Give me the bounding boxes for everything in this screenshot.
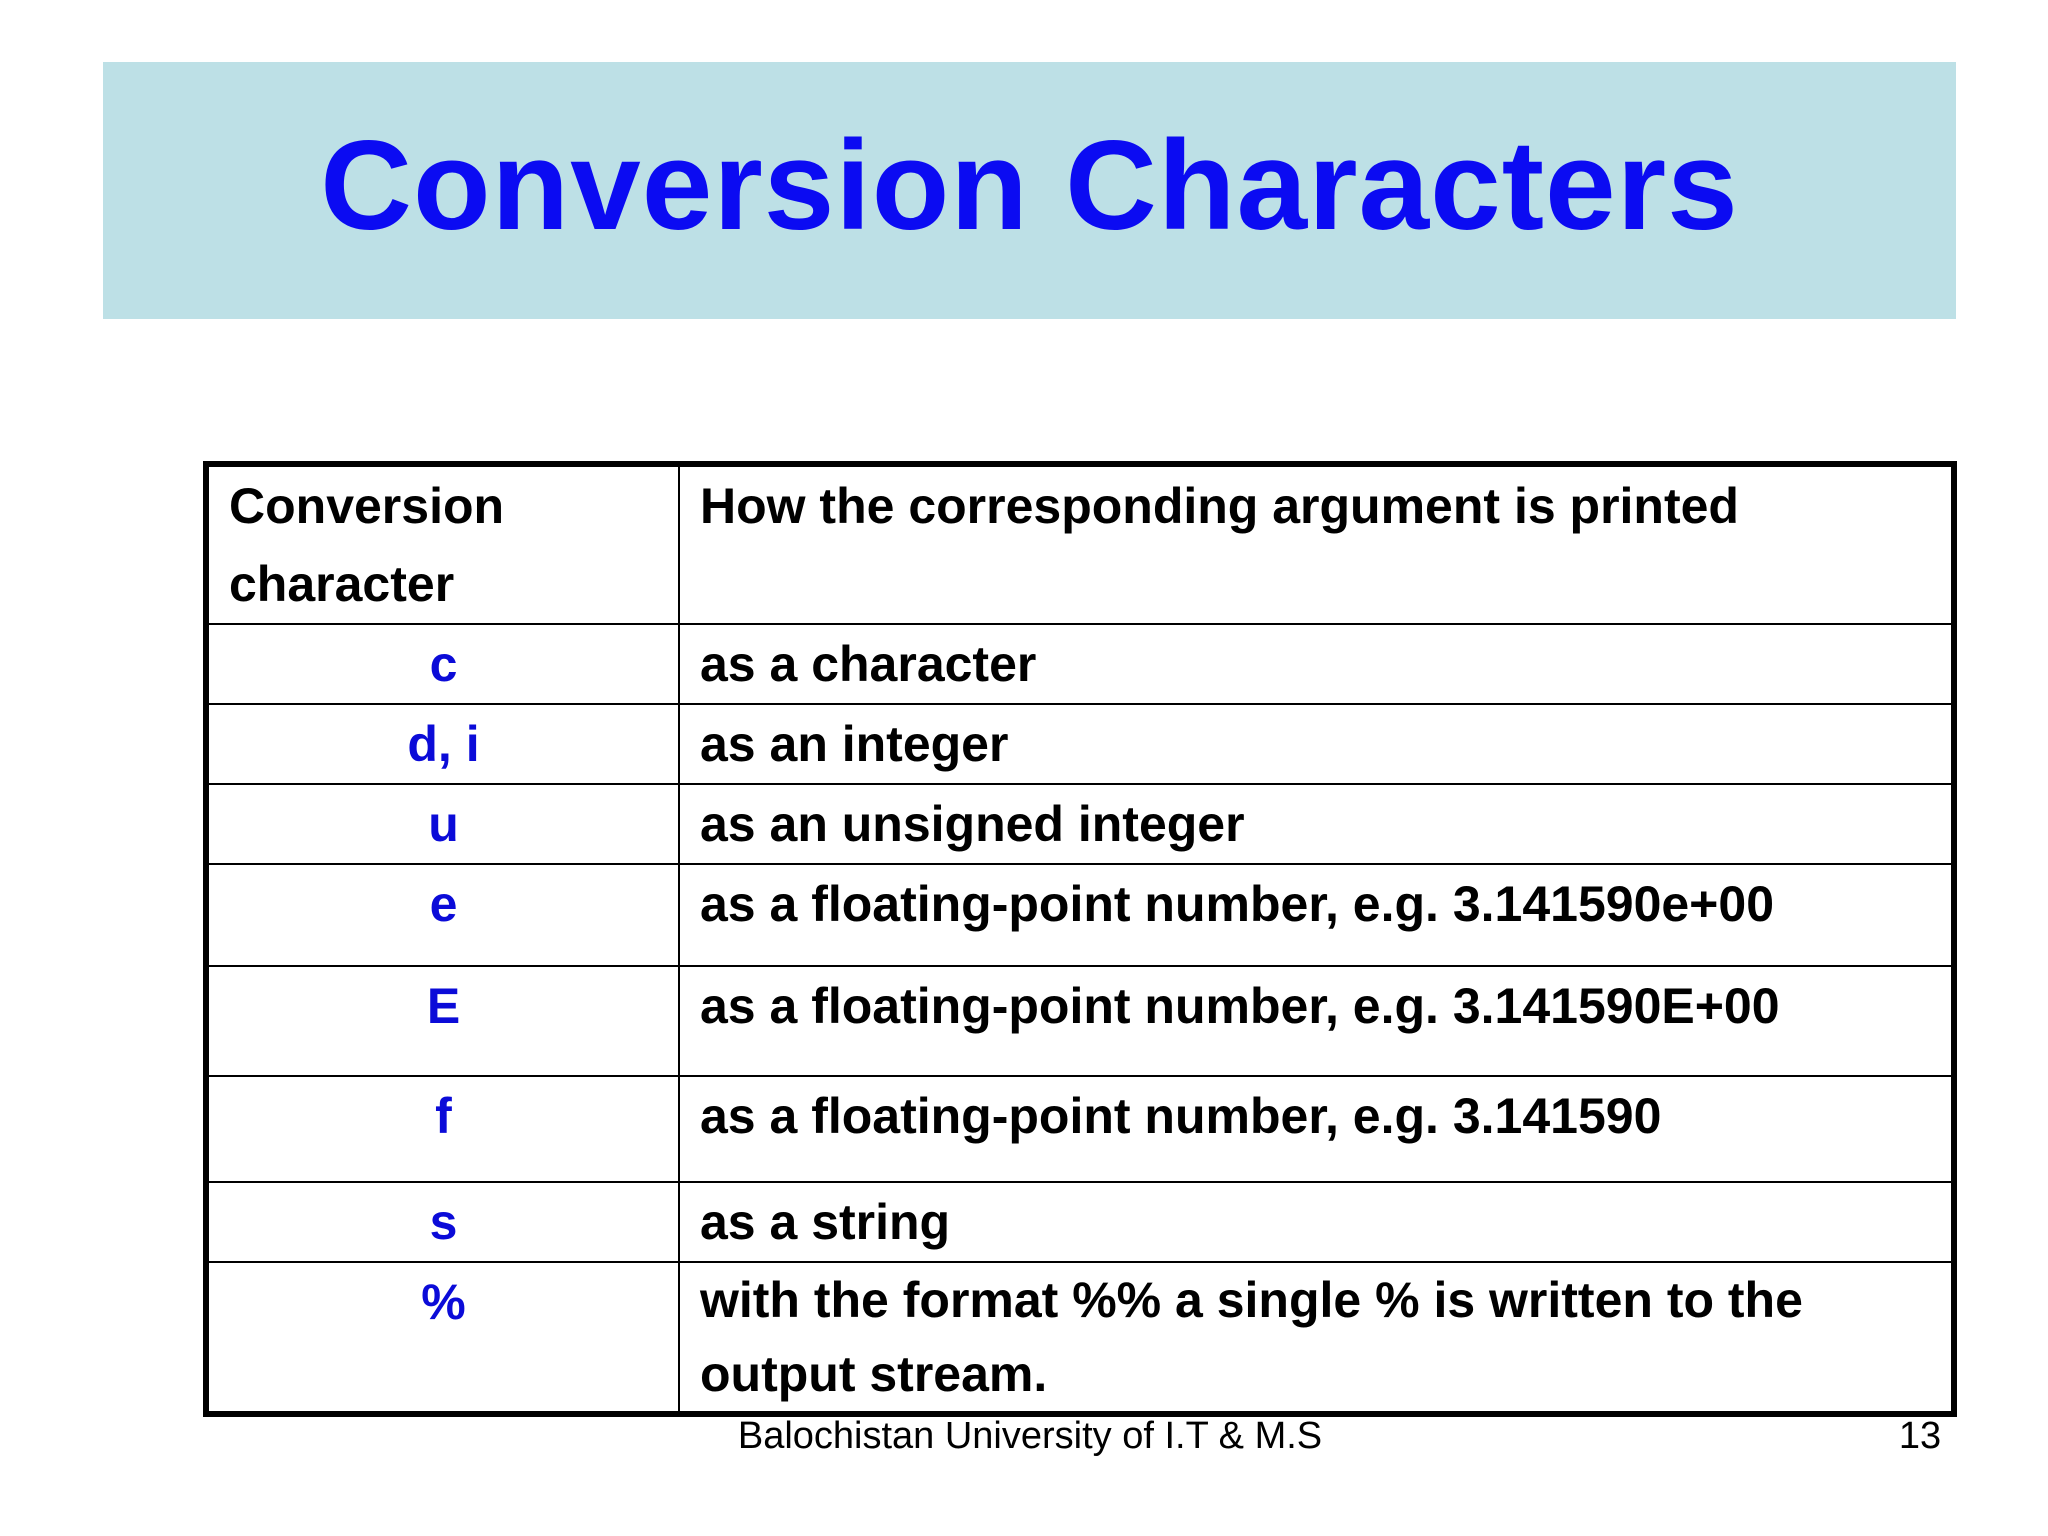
page-number: 13 <box>1898 1415 1942 1457</box>
table-row <box>206 1182 1954 1262</box>
table-row <box>206 864 1954 966</box>
description-cell: as a floating-point number, e.g. 3.141590E+00 <box>679 966 1954 1076</box>
description-cell: as an unsigned integer <box>679 784 1954 864</box>
table-row <box>206 966 1954 1076</box>
description-cell: as a character <box>679 624 1954 704</box>
conversion-char-cell: e <box>206 864 679 966</box>
footer-institution: Balochistan University of I.T & M.S <box>737 1415 1323 1457</box>
table-row <box>206 784 1954 864</box>
description-cell: as a floating-point number, e.g. 3.141590e+00 <box>679 864 1954 966</box>
description-cell: as a floating-point number, e.g. 3.141590 <box>679 1076 1954 1182</box>
conversion-table <box>203 461 1957 1417</box>
table-row <box>206 704 1954 784</box>
description-cell: with the format %% a single % is written to the output stream. <box>679 1262 1954 1414</box>
conversion-char-cell: s <box>206 1182 679 1262</box>
table-header-row <box>206 464 1954 624</box>
conversion-char-cell: f <box>206 1076 679 1182</box>
table-row <box>206 1076 1954 1182</box>
conversion-char-cell: c <box>206 624 679 704</box>
header-how-printed: How the corresponding argument is printed <box>679 464 1954 624</box>
conversion-char-cell: u <box>206 784 679 864</box>
conversion-char-cell: % <box>206 1262 679 1414</box>
conversion-char-cell: E <box>206 966 679 1076</box>
table-row <box>206 624 1954 704</box>
title-band <box>103 62 1956 319</box>
header-conversion-character: Conversion character <box>206 464 679 624</box>
description-cell: as a string <box>679 1182 1954 1262</box>
description-cell: as an integer <box>679 704 1954 784</box>
table-row <box>206 1262 1954 1414</box>
slide-title: Conversion Characters <box>320 113 1739 256</box>
conversion-char-cell: d, i <box>206 704 679 784</box>
